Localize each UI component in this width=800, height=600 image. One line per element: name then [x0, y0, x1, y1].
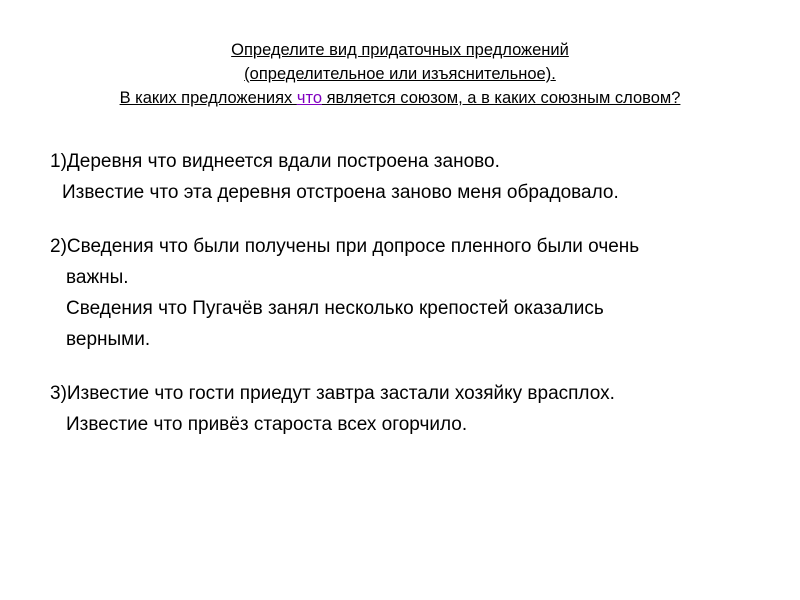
heading-line-2 — [0, 62, 800, 86]
heading-line-1 — [0, 38, 800, 62]
spacer — [50, 355, 770, 378]
task-heading — [0, 38, 800, 110]
item-2-sentence-1-part-1: 2)Сведения что были получены при допросе пленного были очень — [50, 236, 640, 257]
heading-line-1-text: Определите вид придаточных предложений — [231, 41, 569, 59]
heading-keyword-chto: что — [296, 89, 323, 107]
item-1-sentence-2: Известие что эта деревня отстроена заново меня обрадовало. — [62, 182, 619, 203]
spacer — [50, 208, 770, 231]
item-3-sentence-1: 3)Известие что гости приедут завтра застали хозяйку врасплох. — [50, 383, 615, 404]
heading-line-3-end: является союзом, а в каких союзным словом? — [322, 89, 681, 107]
heading-line-3 — [0, 86, 800, 110]
item-2-sentence-2-part-2: верными. — [66, 329, 151, 350]
item-3-sentence-2: Известие что привёз староста всех огорчило. — [66, 414, 468, 435]
exercise-list — [50, 146, 770, 440]
item-1-sentence-1: 1)Деревня что виднеется вдали построена заново. — [50, 151, 500, 172]
heading-line-3-start: В каких предложениях — [119, 89, 297, 107]
item-2-sentence-2-part-1: Сведения что Пугачёв занял несколько крепостей оказались — [66, 298, 604, 319]
item-2-sentence-1-part-2: важны. — [66, 267, 129, 288]
heading-line-2-text: (определительное или изъяснительное). — [244, 65, 556, 83]
